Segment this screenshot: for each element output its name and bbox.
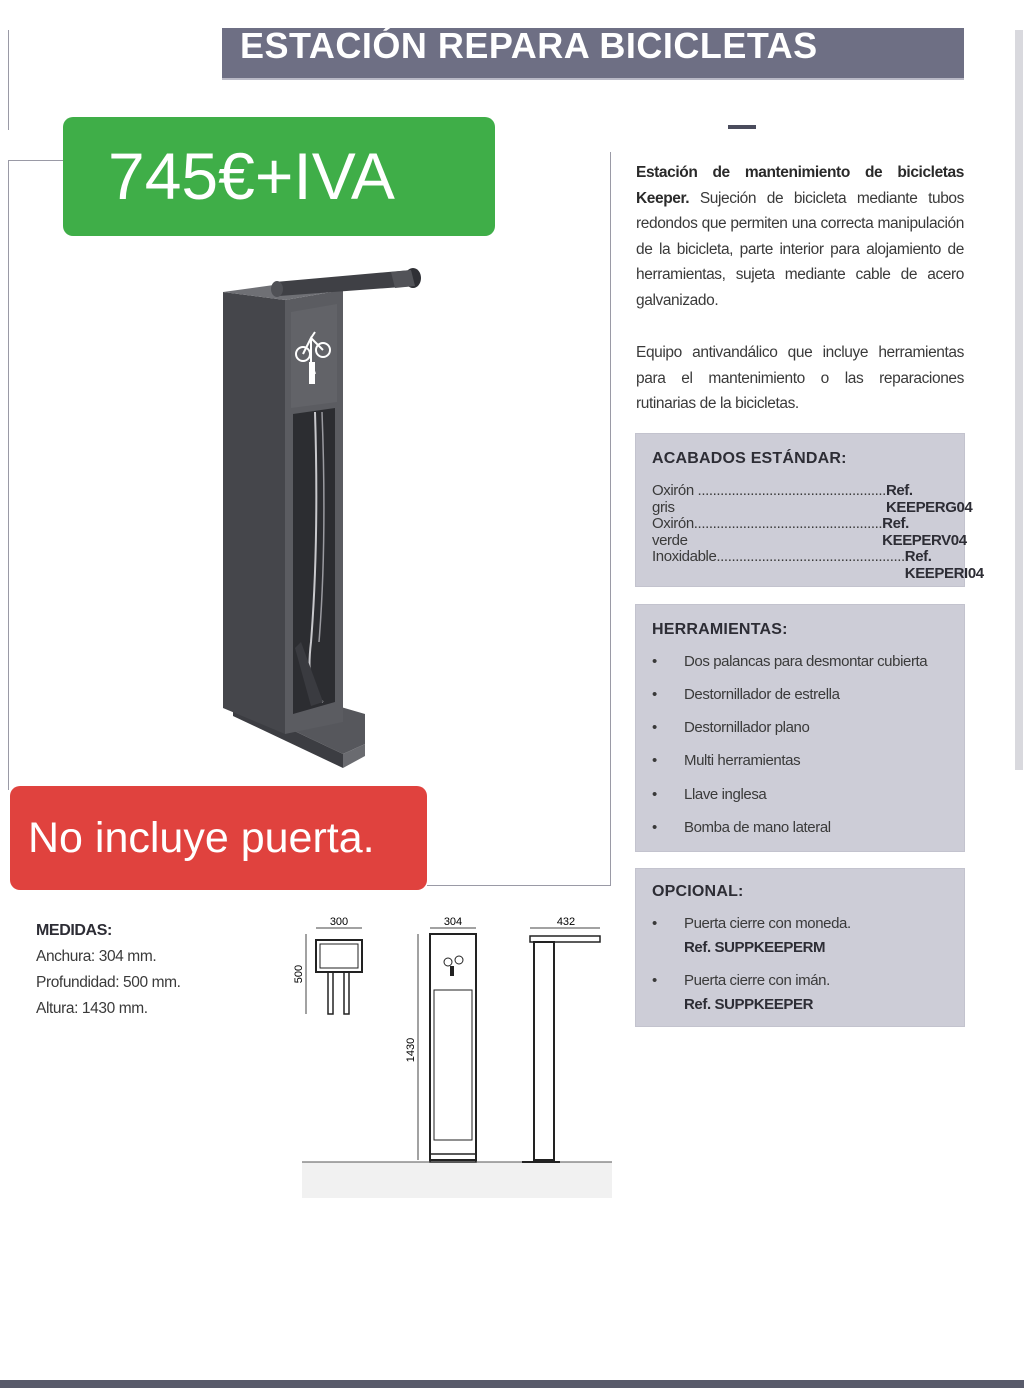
description-bold: Estación de mantenimiento de bicicletas Keeper. xyxy=(636,164,964,207)
top-width-label: 300 xyxy=(329,916,349,928)
finish-ref: Ref. KEEPERV04 xyxy=(882,515,967,549)
finish-row: Oxirón gris .................................................. Ref. KEEPERG04 xyxy=(652,482,973,516)
no-door-badge: No incluye puerta. xyxy=(10,786,427,890)
description-paragraph-2: Equipo antivandálico que incluye herramientas para el mantenimiento o las reparaciones rutinarias de la bicicletas. xyxy=(636,344,964,412)
finish-row: Inoxidable .................................................. Ref. KEEPERI04 xyxy=(652,548,984,582)
optional-ref: Ref. SUPPKEEPERM xyxy=(684,939,826,956)
tools-box xyxy=(636,605,964,851)
scrollbar[interactable] xyxy=(1015,30,1023,770)
list-item: • Destornillador plano xyxy=(652,719,810,736)
list-item: • Multi herramientas xyxy=(652,752,801,769)
page-title: ESTACIÓN REPARA BICICLETAS xyxy=(240,25,818,66)
front-width-label: 304 xyxy=(443,916,463,928)
tools-title: HERRAMIENTAS: xyxy=(652,621,788,638)
description-paragraph-1 xyxy=(636,160,964,313)
bottom-bar xyxy=(0,1380,1024,1388)
top-depth-label: 500 xyxy=(293,964,305,984)
optional-title: OPCIONAL: xyxy=(652,883,744,900)
list-item: • Puerta cierre con imán. xyxy=(652,972,830,989)
optional-box xyxy=(636,869,964,1026)
finishes-box xyxy=(636,434,984,586)
finish-ref: Ref. KEEPERI04 xyxy=(904,548,984,582)
dash-mark xyxy=(728,125,756,129)
measures-title: MEDIDAS: xyxy=(36,922,112,939)
finish-row: Oxirón verde .................................................. Ref. KEEPERV04 xyxy=(652,515,967,549)
list-item: • Destornillador de estrella xyxy=(652,686,840,703)
list-item: • Dos palancas para desmontar cubierta xyxy=(652,653,928,670)
list-item: • Bomba de mano lateral xyxy=(652,819,831,836)
product-image xyxy=(215,262,425,774)
front-height-label: 1430 xyxy=(405,1037,417,1063)
finish-name: Oxirón verde xyxy=(652,515,694,549)
list-item: • Puerta cierre con moneda. xyxy=(652,915,851,932)
finishes-title: ACABADOS ESTÁNDAR: xyxy=(652,450,847,467)
finish-name: Inoxidable xyxy=(652,548,717,565)
optional-ref: Ref. SUPPKEEPER xyxy=(684,996,814,1013)
list-item: • Llave inglesa xyxy=(652,786,767,803)
measure-line: Profundidad: 500 mm. xyxy=(36,974,181,991)
description-text: Sujeción de bicicleta mediante tubos redondos que permiten una correcta manipulación de la bicicleta, parte interior para alojamiento de herramientas, sujeta mediante cable de acero galvanizado. xyxy=(636,189,964,309)
measure-line: Altura: 1430 mm. xyxy=(36,1000,148,1017)
price-badge: 745€+IVA xyxy=(63,117,495,236)
technical-drawing xyxy=(290,910,615,1200)
measure-line: Anchura: 304 mm. xyxy=(36,948,157,965)
finish-name: Oxirón gris xyxy=(652,482,694,516)
finish-ref: Ref. KEEPERG04 xyxy=(885,482,973,516)
side-width-label: 432 xyxy=(556,916,576,928)
